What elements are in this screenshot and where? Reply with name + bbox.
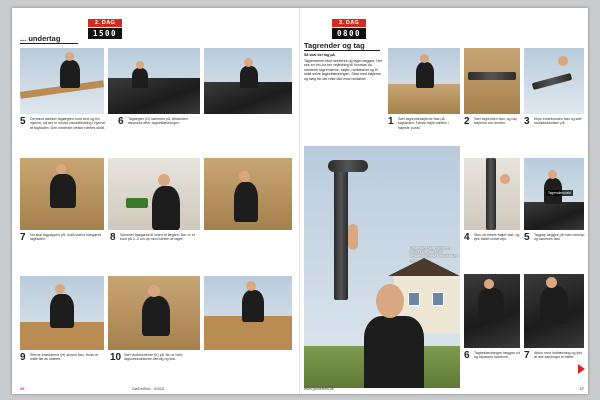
step-caption: Sæt tagrenden fast, og bøj bøjlerne om renden. <box>474 117 517 126</box>
right-section-title: Tagrender og tag <box>304 41 380 51</box>
worker-arm <box>348 224 358 250</box>
left-time-box: 1500 <box>88 28 122 39</box>
worker-figure <box>152 186 180 230</box>
step-number: 8 <box>110 232 116 243</box>
worker-head <box>558 56 568 66</box>
magazine-spread <box>12 8 588 394</box>
worker-head <box>55 284 65 294</box>
worker-figure <box>132 68 148 88</box>
downpipe-elbow <box>328 160 368 172</box>
photo-step-2 <box>464 48 520 114</box>
step-caption: Tagbeklædningen lægges ud og tilpasses kanterne. <box>474 351 521 360</box>
worker-head <box>548 170 557 179</box>
page-number: 27 <box>579 386 584 391</box>
left-folio <box>20 386 24 391</box>
step-number: 5 <box>524 232 530 243</box>
right-page <box>300 8 588 394</box>
worker-figure <box>234 182 258 222</box>
photo-step-8 <box>108 158 200 230</box>
photo-step-5 <box>20 48 104 114</box>
step-caption: Klips endebunden fast og sæt nedløbsstudsen på. <box>534 117 582 126</box>
left-day-label: 2. DAG <box>88 19 122 27</box>
worker-head <box>246 281 256 291</box>
right-folio <box>580 386 584 391</box>
fascia-board <box>388 84 460 114</box>
worker-head <box>244 58 253 67</box>
step-number: 5 <box>20 116 26 127</box>
photo-step-4 <box>464 158 520 230</box>
photo-step-6 <box>108 48 200 114</box>
intro-body: Tagrenderne skal monteres og taget lægges. Her ses en trin-for-trin vejledning til hvordan du monterer tagrenderne, bøjler, nedløbsrør og til sidst selve tagbeklædningen. Start med bøjlerne og sørg for det rette fald mod nedløbet. <box>304 58 383 81</box>
worker-head <box>376 284 404 318</box>
worker-head <box>546 277 557 288</box>
step-caption: Tagpap lægges på med overlap og sømmes fast. <box>534 233 585 242</box>
step-number: 1 <box>388 116 394 127</box>
page-number: 26 <box>20 386 25 391</box>
photo-step-6 <box>464 274 520 348</box>
left-page <box>12 8 300 394</box>
step-caption: Afslut med inddækning og tjek at alle samlinger er tætte. <box>534 351 583 360</box>
photo-step-9 <box>20 276 104 350</box>
worker-figure <box>364 316 424 388</box>
intro-text <box>304 53 384 82</box>
step-caption: Nu skal tagpappen på. Indtil videre klargøres tagfladen. <box>30 233 102 242</box>
gutter-end <box>532 73 572 90</box>
right-time-box: 0800 <box>332 28 366 39</box>
step-caption: Sterne-brædderne (H) skrues fast. Husk at måle før du skærer. <box>30 353 98 362</box>
house-window <box>408 292 420 306</box>
step-caption: Sømmet fastgøres til siden af lægten. Der er et kant på 2–3 cm op mod kanten af taget. <box>120 233 195 242</box>
roof-surface <box>108 78 200 114</box>
photo-step-7 <box>20 158 104 230</box>
worker-head <box>65 52 74 61</box>
photo-step-6b <box>204 48 292 114</box>
left-folio-text: GørDetSelv · 5/2011 <box>132 387 165 391</box>
step-number: 6 <box>118 116 124 127</box>
step-caption: Dernæst dækker taglægten mod vind og fra hjørnet, så der er ekstra vandafledning i hjørnet af tagfladen. Den nederste række hæftes skråt. <box>30 117 106 130</box>
photo-step-10 <box>108 276 200 350</box>
worker-figure <box>540 286 568 324</box>
worker-head <box>484 279 494 289</box>
hero-caption: Tagrenden skal monteres med et lille fald mod nedløbsrøret, så vandet løber væk. <box>410 246 458 263</box>
worker-figure <box>242 290 264 322</box>
step-number: 9 <box>20 352 26 363</box>
drill-tool <box>126 198 148 208</box>
photo-step-10b <box>204 276 292 350</box>
photo-step-3 <box>524 48 584 114</box>
worker-head <box>148 285 160 297</box>
worker-figure <box>60 60 80 88</box>
photo-label-chip: Tagrendens fald <box>548 191 571 195</box>
right-folio-text: www.gordetselv.dk <box>304 387 334 391</box>
photo-step-1 <box>388 48 460 114</box>
worker-figure <box>50 174 76 208</box>
worker-head <box>158 174 170 186</box>
step-number: 6 <box>464 350 470 361</box>
roof-surface <box>524 202 584 230</box>
worker-head <box>239 171 250 182</box>
step-caption: Sæt vindskederne (K) på. Nu er hele tagkonstruktionen færdig og klar. <box>124 353 183 362</box>
right-day-label: 3. DAG <box>332 19 366 27</box>
gutter-section <box>468 72 516 80</box>
intro-lead: Så skal der tag på. <box>304 53 336 57</box>
worker-head <box>500 174 510 184</box>
step-number: 7 <box>20 232 26 243</box>
worker-figure <box>142 296 170 336</box>
worker-figure <box>478 288 504 322</box>
photo-step-7 <box>524 274 584 348</box>
step-number: 7 <box>524 350 530 361</box>
worker-head <box>420 54 429 63</box>
worker-head <box>136 61 144 69</box>
step-caption: Taglægter (G) sømmes på. Afstanden afpasses efter tagbeklædningen. <box>128 117 188 126</box>
step-caption: Sæt tagrendebøjlerne fast på tagkanten. Første bøjle sættes i højeste punkt. <box>398 117 449 130</box>
step-caption: Skru de første bøjler fast, og tjek faldet undervejs. <box>474 233 520 242</box>
worker-head <box>56 164 66 174</box>
step-number: 4 <box>464 232 470 243</box>
hero-photo <box>304 146 460 388</box>
photo-step-8b <box>204 158 292 230</box>
step-number: 2 <box>464 116 470 127</box>
worker-figure <box>50 294 74 328</box>
worker-figure <box>240 66 258 88</box>
next-page-arrow-icon[interactable] <box>578 364 585 374</box>
step-number: 3 <box>524 116 530 127</box>
left-section-title: ... undertag <box>20 34 78 44</box>
downpipe <box>334 170 348 300</box>
step-number: 10 <box>110 352 122 363</box>
worker-figure <box>416 62 434 88</box>
house-window <box>432 292 444 306</box>
downpipe <box>486 158 496 230</box>
